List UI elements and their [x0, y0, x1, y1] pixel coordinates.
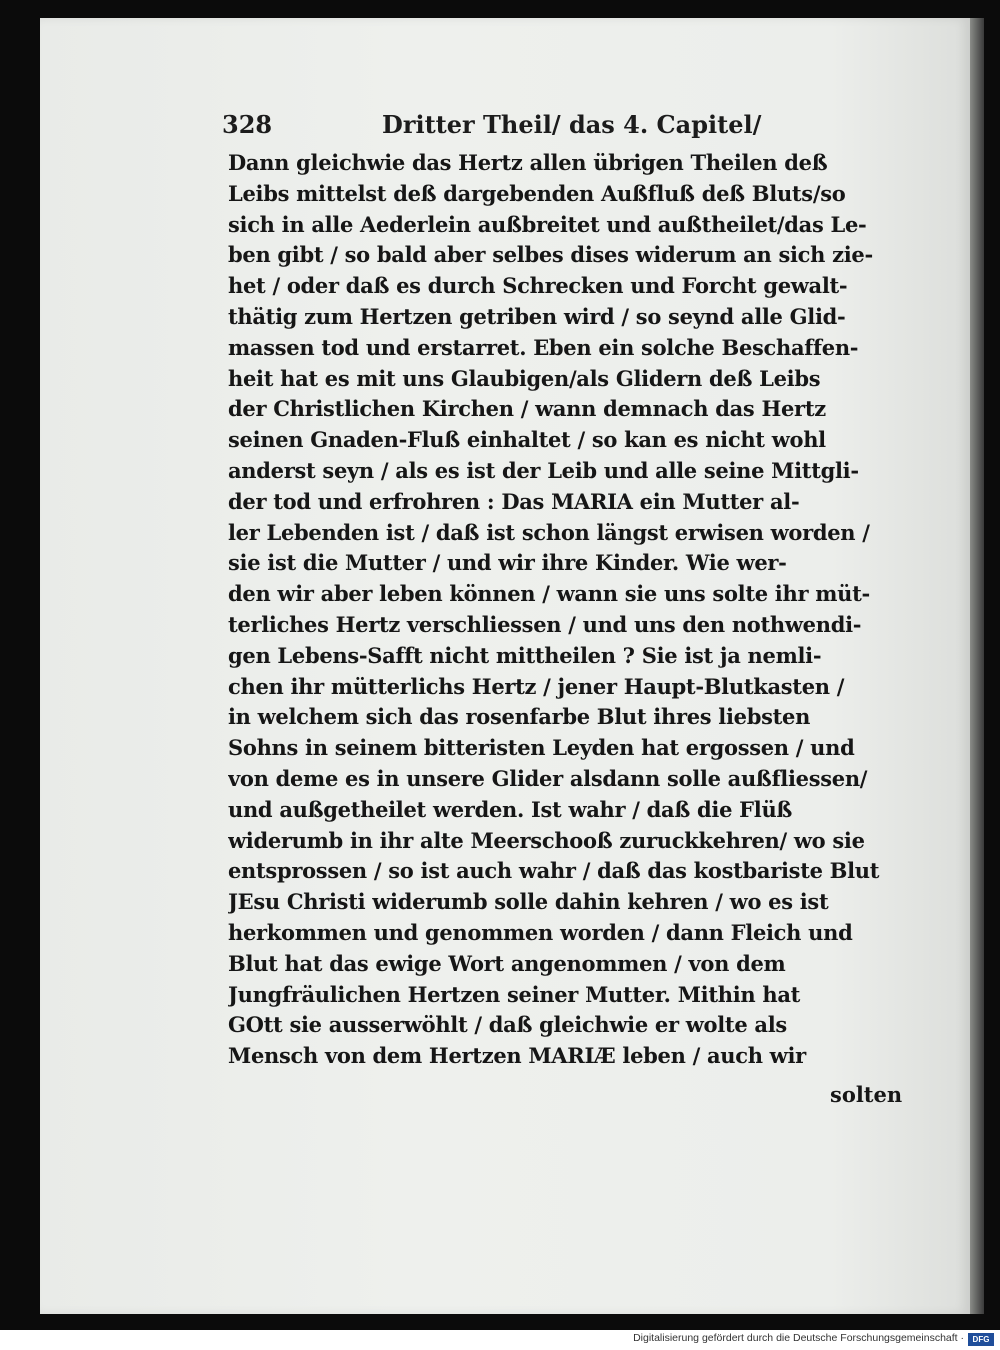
- text-line: und außgetheilet werden. Ist wahr / daß die Flüß: [228, 796, 793, 822]
- text-line: entsprossen / so ist auch wahr / daß das kostbariste Blut: [228, 858, 880, 884]
- text-line: thätig zum Hertzen getriben wird / so seynd alle Glid-: [228, 303, 846, 329]
- text-line: Jungfräulichen Hertzen seiner Mutter. Mithin hat: [228, 981, 801, 1007]
- text-line: gen Lebens-Safft nicht mittheilen ? Sie ist ja nemli-: [228, 642, 822, 668]
- text-line: in welchem sich das rosenfarbe Blut ihres liebsten: [228, 704, 811, 730]
- text-line: het / oder daß es durch Schrecken und Forcht gewalt-: [228, 273, 848, 299]
- text-line: terliches Hertz verschliessen / und uns den nothwendi-: [228, 611, 862, 637]
- text-line: Mensch von dem Hertzen MARIÆ leben / auch wir: [228, 1043, 806, 1069]
- text-line: ben gibt / so bald aber selbes dises widerum an sich zie-: [228, 242, 873, 268]
- page-number: 328: [222, 110, 273, 139]
- book-spine-shadow: [970, 18, 984, 1314]
- text-line: chen ihr mütterlichs Hertz / jener Haupt-Blutkasten /: [228, 673, 845, 699]
- digitization-footer: [0, 1330, 1000, 1350]
- page-header: [222, 110, 922, 146]
- text-line: sich in alle Aederlein außbreitet und außtheilet/das Le-: [228, 211, 867, 237]
- text-line: anderst seyn / als es ist der Leib und alle seine Mittgli-: [228, 457, 859, 483]
- text-line: Leibs mittelst deß dargebenden Außfluß deß Bluts/so: [228, 180, 846, 206]
- text-line: Sohns in seinem bitteristen Leyden hat ergossen / und: [228, 735, 855, 761]
- text-line: JEsu Christi widerumb solle dahin kehren / wo es ist: [228, 889, 829, 915]
- text-line: massen tod und erstarret. Eben ein solche Beschaffen-: [228, 334, 859, 360]
- text-line: den wir aber leben können / wann sie uns solte ihr müt-: [228, 581, 870, 607]
- dfg-logo-icon: DFG: [968, 1333, 994, 1346]
- text-line: widerumb in ihr alte Meerschooß zuruckkehren/ wo sie: [228, 827, 865, 853]
- text-line: der tod und erfrohren : Das MARIA ein Mutter al-: [228, 488, 800, 514]
- text-line: Dann gleichwie das Hertz allen übrigen Theilen deß: [228, 150, 828, 175]
- funding-credit: Digitalisierung gefördert durch die Deutsche Forschungsgemeinschaft ·: [633, 1332, 964, 1344]
- text-line: der Christlichen Kirchen / wann demnach das Hertz: [228, 396, 826, 422]
- text-line: Blut hat das ewige Wort angenommen / von dem: [228, 950, 786, 976]
- body-text: [228, 148, 918, 1072]
- running-head: Dritter Theil/ das 4. Capitel/: [382, 110, 762, 139]
- text-line: heit hat es mit uns Glaubigen/als Glidern deß Leibs: [228, 365, 821, 391]
- text-line: seinen Gnaden-Fluß einhaltet / so kan es nicht wohl: [228, 427, 826, 453]
- text-line: GOtt sie ausserwöhlt / daß gleichwie er wolte als: [228, 1012, 787, 1038]
- catchword: solten: [830, 1082, 903, 1107]
- text-line: ler Lebenden ist / daß ist schon längst erwisen worden /: [228, 519, 870, 545]
- text-line: herkommen und genommen worden / dann Fleich und: [228, 919, 853, 945]
- text-line: von deme es in unsere Glider alsdann solle außfliessen/: [228, 765, 868, 791]
- text-line: sie ist die Mutter / und wir ihre Kinder. Wie wer-: [228, 550, 787, 576]
